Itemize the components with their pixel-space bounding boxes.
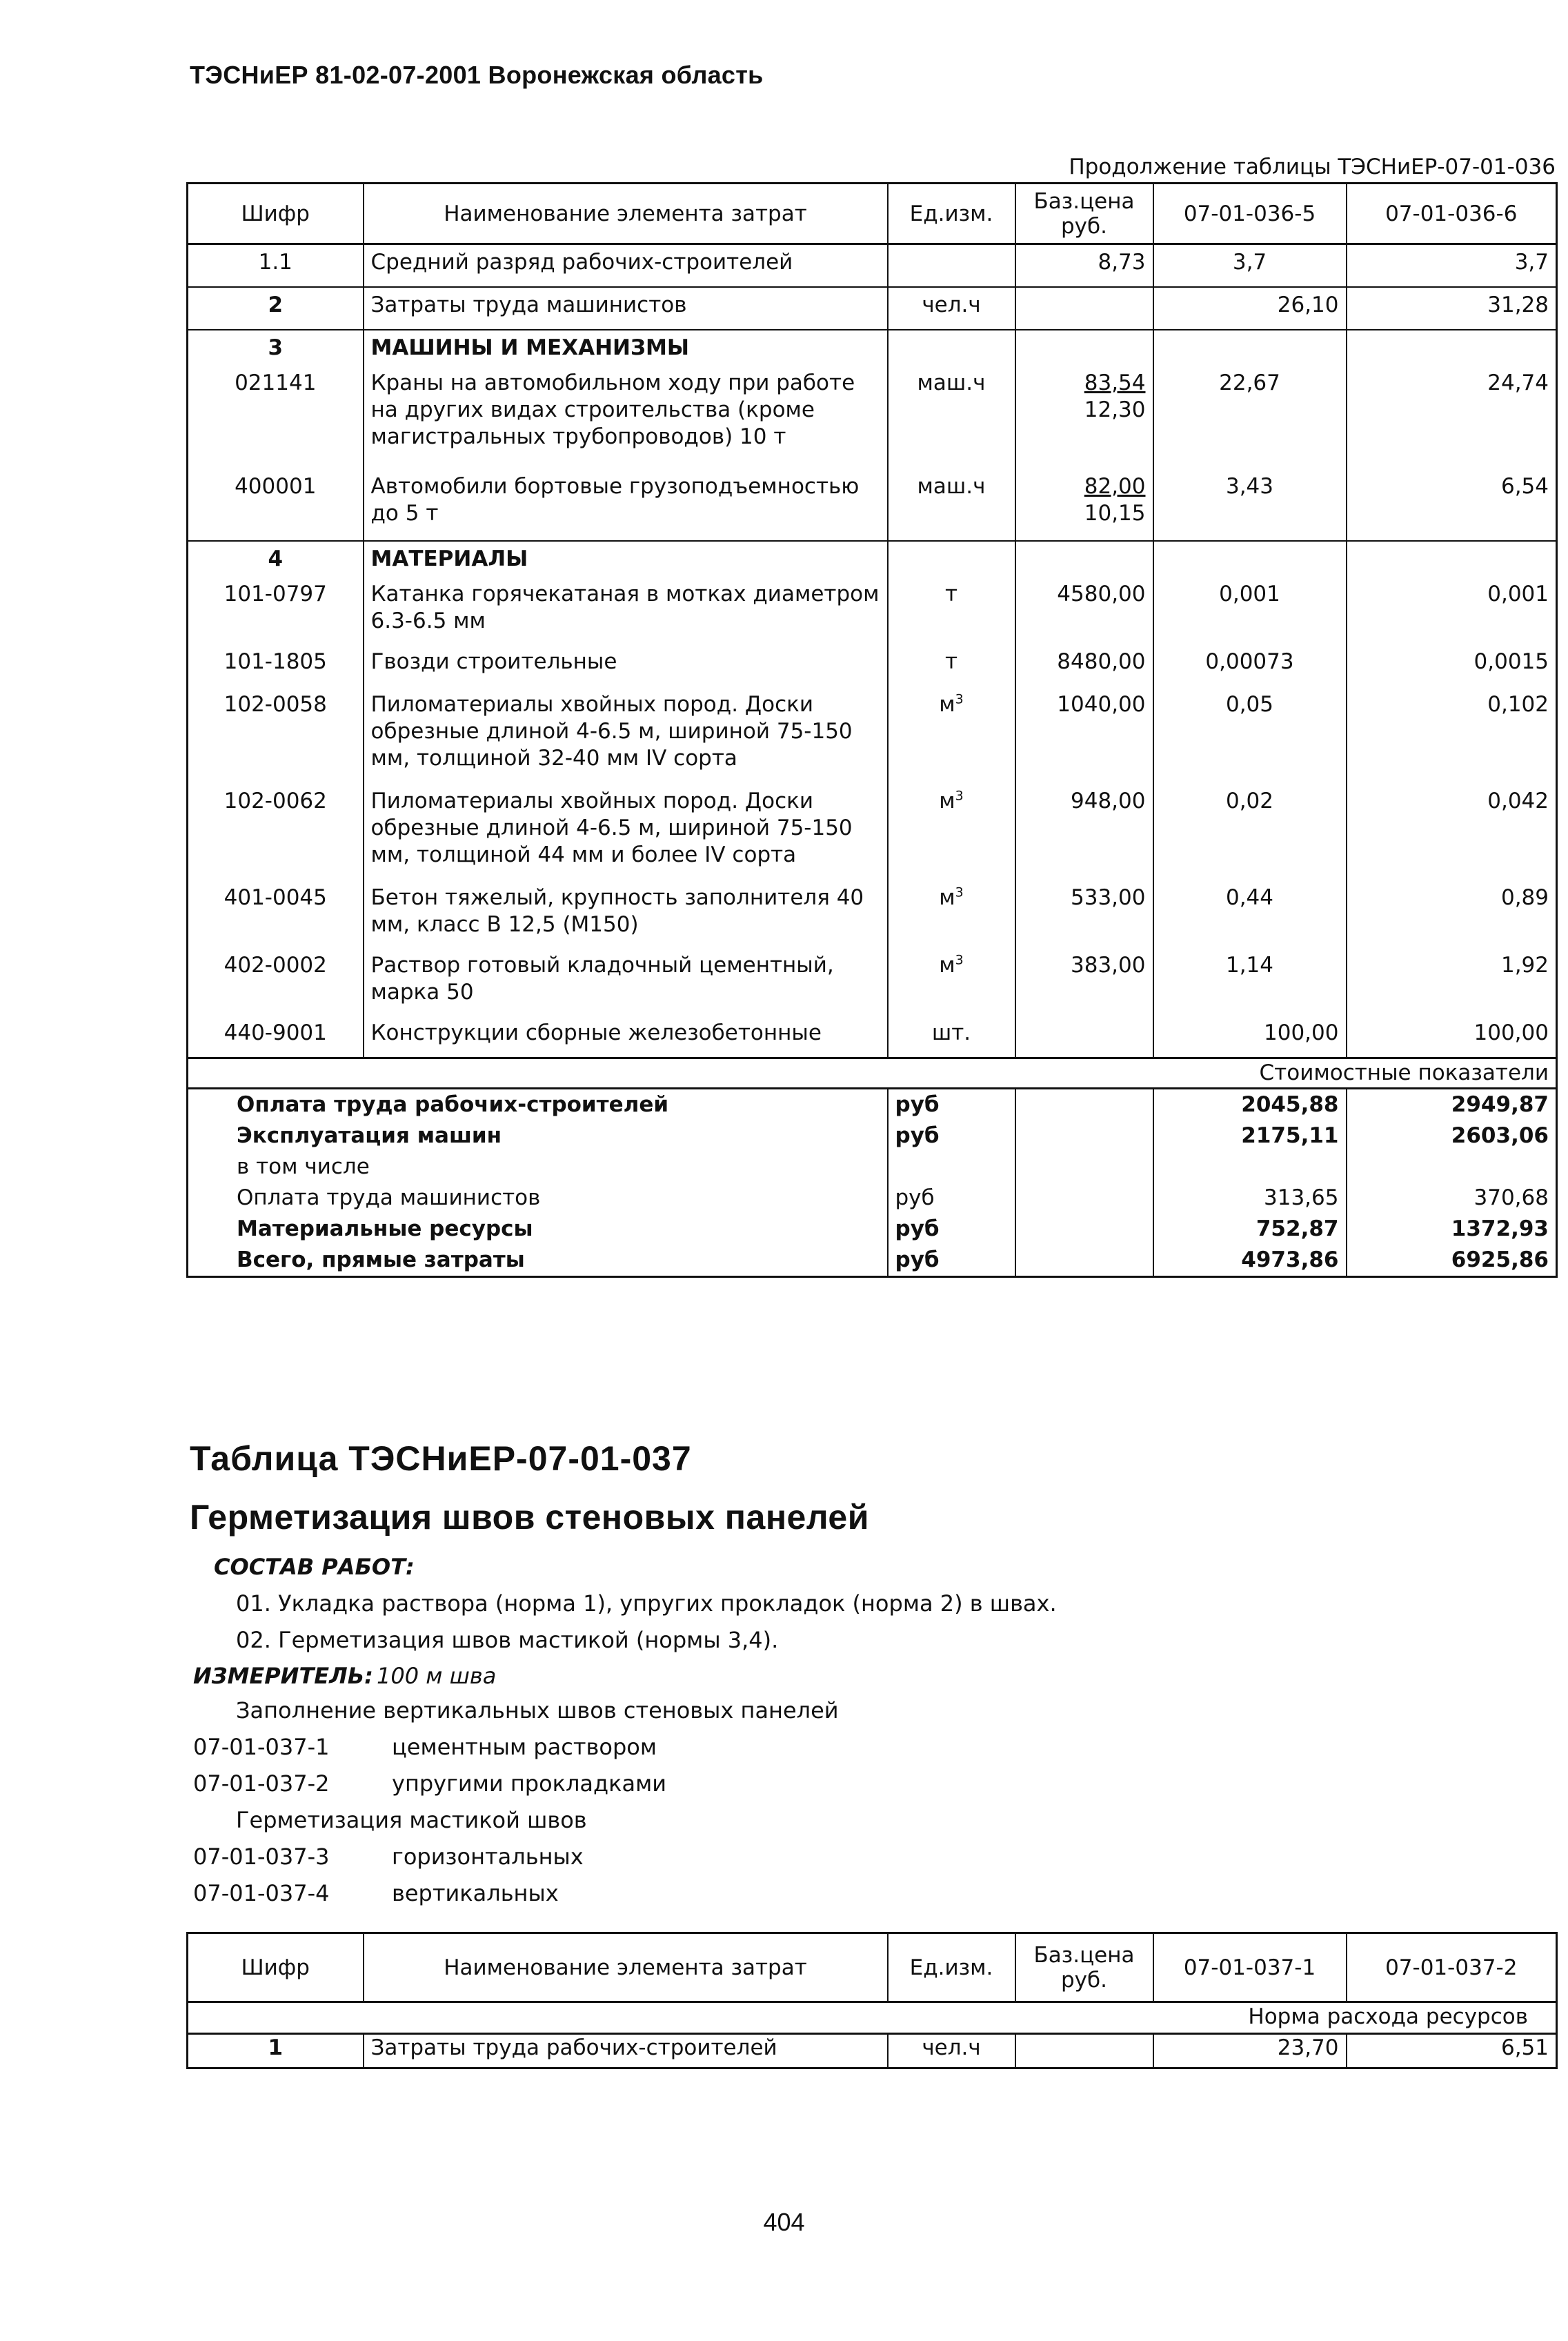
total-value-2: 2949,87 xyxy=(1347,1089,1557,1121)
totals-row xyxy=(188,1120,1557,1152)
row-name: Затраты труда рабочих-строителей xyxy=(364,2034,888,2068)
table-row xyxy=(188,541,1557,581)
row-code: 440-9001 xyxy=(224,1020,327,1045)
table-row xyxy=(188,581,1557,649)
total-unit: руб xyxy=(888,1183,1015,1214)
price-value: 82,00 xyxy=(1084,473,1146,499)
row-value-2: 6,51 xyxy=(1347,2034,1557,2068)
price-value-secondary: 10,15 xyxy=(1084,500,1146,526)
price-value: 83,54 xyxy=(1084,370,1146,395)
total-value-1: 313,65 xyxy=(1153,1183,1347,1214)
total-value-2: 2603,06 xyxy=(1347,1120,1557,1152)
table-row xyxy=(188,2034,1557,2068)
table-row xyxy=(188,788,1557,885)
row-price: 1040,00 xyxy=(1015,691,1153,788)
resource-table-037 xyxy=(186,1932,1558,2069)
norm-code: 07-01-037-2 xyxy=(193,1770,330,1797)
row-value-2: 6,54 xyxy=(1347,473,1557,541)
unit-text: м xyxy=(939,885,955,910)
group-title: Герметизация мастикой швов xyxy=(236,1807,587,1833)
table-row xyxy=(188,649,1557,691)
row-price: 8,73 xyxy=(1015,244,1153,287)
row-unit: чел.ч xyxy=(888,2034,1015,2068)
row-value-2: 100,00 xyxy=(1347,1020,1557,1058)
total-name: Всего, прямые затраты xyxy=(237,1247,525,1272)
measure-value: 100 м шва xyxy=(377,1663,497,1689)
col-header-price: Баз.цена руб. xyxy=(1015,1933,1153,2002)
row-code: 102-0058 xyxy=(224,691,327,717)
table-row xyxy=(188,1020,1557,1058)
row-code: 1 xyxy=(268,2035,284,2060)
row-code: 3 xyxy=(188,330,364,370)
document-header: ТЭСНиЕР 81-02-07-2001 Воронежская область xyxy=(190,61,764,89)
norm-code: 07-01-037-1 xyxy=(193,1734,330,1760)
cost-indicators-label: Стоимостные показатели xyxy=(188,1058,1557,1089)
row-name: МАШИНЫ И МЕХАНИЗМЫ xyxy=(364,330,888,370)
total-value-1: 4973,86 xyxy=(1153,1245,1347,1277)
row-code: 102-0062 xyxy=(224,788,327,813)
unit-text: м xyxy=(939,952,955,978)
total-unit: руб xyxy=(888,1245,1015,1277)
row-price: 383,00 xyxy=(1015,952,1153,1020)
measure-line xyxy=(193,1663,496,1689)
row-value-1: 0,001 xyxy=(1153,581,1347,649)
total-value-2: 6925,86 xyxy=(1347,1245,1557,1277)
total-value-2: 1372,93 xyxy=(1347,1214,1557,1245)
table-row xyxy=(188,287,1557,330)
row-value-1: 100,00 xyxy=(1153,1020,1347,1058)
row-name: Бетон тяжелый, крупность заполнителя 40 мм, класс В 12,5 (М150) xyxy=(364,885,888,952)
total-value-2: 370,68 xyxy=(1347,1183,1557,1214)
row-code: 021141 xyxy=(235,370,317,395)
row-unit: $м^3$ xyxy=(888,788,1015,885)
row-unit: шт. xyxy=(888,1020,1015,1058)
row-name: Гвозди строительные xyxy=(364,649,888,691)
row-code: 402-0002 xyxy=(224,952,327,978)
row-unit: $м^3$ xyxy=(888,691,1015,788)
table-row xyxy=(188,473,1557,541)
norm-code: 07-01-037-4 xyxy=(193,1880,330,1906)
total-value-1: 752,87 xyxy=(1153,1214,1347,1245)
work-item: 02. Герметизация швов мастикой (нормы 3,4). xyxy=(236,1627,779,1653)
table-continuation-label: Продолжение таблицы ТЭСНиЕР-07-01-036 xyxy=(1069,155,1556,179)
row-price xyxy=(1015,287,1153,330)
group-title: Заполнение вертикальных швов стеновых панелей xyxy=(236,1697,839,1723)
row-code: 101-1805 xyxy=(224,649,327,674)
table-row xyxy=(188,691,1557,788)
total-name: в том числе xyxy=(237,1154,370,1179)
row-value-2: 0,001 xyxy=(1347,581,1557,649)
row-code: 4 xyxy=(188,541,364,581)
row-name: Пиломатериалы хвойных пород. Доски обрезные длиной 4-6.5 м, шириной 75-150 мм, толщиной 44 мм и более IV сорта xyxy=(364,788,888,885)
row-unit: чел.ч xyxy=(888,287,1015,330)
norm-description: горизонтальных xyxy=(392,1844,584,1870)
row-name: Автомобили бортовые грузоподъемностью до 5 т xyxy=(364,473,888,541)
row-value-2: 1,92 xyxy=(1347,952,1557,1020)
totals-row xyxy=(188,1183,1557,1214)
norm-code: 07-01-037-3 xyxy=(193,1844,330,1870)
section-subtitle: Герметизация швов стеновых панелей xyxy=(190,1498,869,1537)
norm-description: вертикальных xyxy=(392,1880,559,1906)
row-price xyxy=(1015,2034,1153,2068)
col-header-norm-1: 07-01-036-5 xyxy=(1153,184,1347,244)
row-value-1: 26,10 xyxy=(1153,287,1347,330)
row-name: Краны на автомобильном ходу при работе на других видах строительства (кроме магистральных трубопроводов) 10 т xyxy=(364,370,888,473)
table-row xyxy=(188,370,1557,473)
row-code: 2 xyxy=(188,287,364,330)
row-value-2: 0,102 xyxy=(1347,691,1557,788)
unit-text: м xyxy=(939,691,955,717)
row-unit: маш.ч xyxy=(888,473,1015,541)
totals-row xyxy=(188,1214,1557,1245)
row-price: 8480,00 xyxy=(1015,649,1153,691)
norm-description: упругими прокладками xyxy=(392,1770,667,1797)
row-unit: маш.ч xyxy=(888,370,1015,473)
row-value-1: 0,05 xyxy=(1153,691,1347,788)
total-unit: руб xyxy=(888,1089,1015,1121)
unit-text: м xyxy=(939,788,955,813)
table-row xyxy=(188,952,1557,1020)
row-price: 533,00 xyxy=(1015,885,1153,952)
row-price xyxy=(1015,370,1153,473)
row-value-2: 0,042 xyxy=(1347,788,1557,885)
row-price: 4580,00 xyxy=(1015,581,1153,649)
row-name: Пиломатериалы хвойных пород. Доски обрезные длиной 4-6.5 м, шириной 75-150 мм, толщиной 32-40 мм IV сорта xyxy=(364,691,888,788)
col-header-norm-1: 07-01-037-1 xyxy=(1153,1933,1347,2002)
total-value-1: 2175,11 xyxy=(1153,1120,1347,1152)
row-value-1: 0,00073 xyxy=(1153,649,1347,691)
total-name: Оплата труда машинистов xyxy=(237,1185,541,1210)
row-unit: $м^3$ xyxy=(888,952,1015,1020)
totals-row xyxy=(188,1152,1557,1183)
row-name: Затраты труда машинистов xyxy=(364,287,888,330)
work-item: 01. Укладка раствора (норма 1), упругих прокладок (норма 2) в швах. xyxy=(236,1590,1057,1617)
row-value-2: 0,89 xyxy=(1347,885,1557,952)
norm-description: цементным раствором xyxy=(392,1734,657,1760)
total-unit: руб xyxy=(888,1214,1015,1245)
col-header-name: Наименование элемента затрат xyxy=(364,184,888,244)
totals-row xyxy=(188,1089,1557,1121)
row-value-2: 31,28 xyxy=(1347,287,1557,330)
row-name: МАТЕРИАЛЫ xyxy=(364,541,888,581)
section-title: Таблица ТЭСНиЕР-07-01-037 xyxy=(190,1439,692,1478)
row-code: 1.1 xyxy=(188,244,364,287)
total-name: Эксплуатация машин xyxy=(237,1123,502,1148)
col-header-name: Наименование элемента затрат xyxy=(364,1933,888,2002)
row-value-1: 0,02 xyxy=(1153,788,1347,885)
row-value-2: 3,7 xyxy=(1347,244,1557,287)
row-value-2: 24,74 xyxy=(1347,370,1557,473)
col-header-price: Баз.цена руб. xyxy=(1015,184,1153,244)
row-code: 400001 xyxy=(235,473,317,499)
col-header-unit: Ед.изм. xyxy=(888,184,1015,244)
total-value-1: 2045,88 xyxy=(1153,1089,1347,1121)
table-row xyxy=(188,244,1557,287)
total-name: Оплата труда рабочих-строителей xyxy=(237,1092,669,1117)
work-composition-label: СОСТАВ РАБОТ: xyxy=(214,1554,415,1580)
resource-table-036 xyxy=(186,182,1558,1278)
col-header-code: Шифр xyxy=(188,1933,364,2002)
totals-row xyxy=(188,1245,1557,1277)
row-price xyxy=(1015,1020,1153,1058)
table-row xyxy=(188,330,1557,370)
row-value-1: 3,7 xyxy=(1153,244,1347,287)
row-value-1: 22,67 xyxy=(1153,370,1347,473)
total-unit: руб xyxy=(888,1120,1015,1152)
row-value-1: 3,43 xyxy=(1153,473,1347,541)
norm-label: Норма расхода ресурсов xyxy=(188,2002,1557,2034)
row-value-1: 23,70 xyxy=(1153,2034,1347,2068)
price-value-secondary: 12,30 xyxy=(1084,397,1146,422)
table-row xyxy=(188,885,1557,952)
row-name: Конструкции сборные железобетонные xyxy=(364,1020,888,1058)
col-header-norm-2: 07-01-037-2 xyxy=(1347,1933,1557,2002)
col-header-code: Шифр xyxy=(188,184,364,244)
row-unit: $м^3$ xyxy=(888,885,1015,952)
col-header-norm-2: 07-01-036-6 xyxy=(1347,184,1557,244)
col-header-unit: Ед.изм. xyxy=(888,1933,1015,2002)
page-number: 404 xyxy=(763,2208,805,2236)
total-name: Материальные ресурсы xyxy=(237,1216,533,1241)
row-name: Раствор готовый кладочный цементный, марка 50 xyxy=(364,952,888,1020)
measure-label: ИЗМЕРИТЕЛЬ: xyxy=(193,1663,373,1689)
row-name: Катанка горячекатаная в мотках диаметром 6.3-6.5 мм xyxy=(364,581,888,649)
row-value-2: 0,0015 xyxy=(1347,649,1557,691)
row-unit: т xyxy=(888,649,1015,691)
row-code: 401-0045 xyxy=(224,885,327,910)
row-name: Средний разряд рабочих-строителей xyxy=(364,244,888,287)
row-value-1: 1,14 xyxy=(1153,952,1347,1020)
row-unit: т xyxy=(888,581,1015,649)
row-value-1: 0,44 xyxy=(1153,885,1347,952)
row-unit xyxy=(888,244,1015,287)
row-price: 948,00 xyxy=(1015,788,1153,885)
row-code: 101-0797 xyxy=(224,581,327,606)
row-price xyxy=(1015,473,1153,541)
